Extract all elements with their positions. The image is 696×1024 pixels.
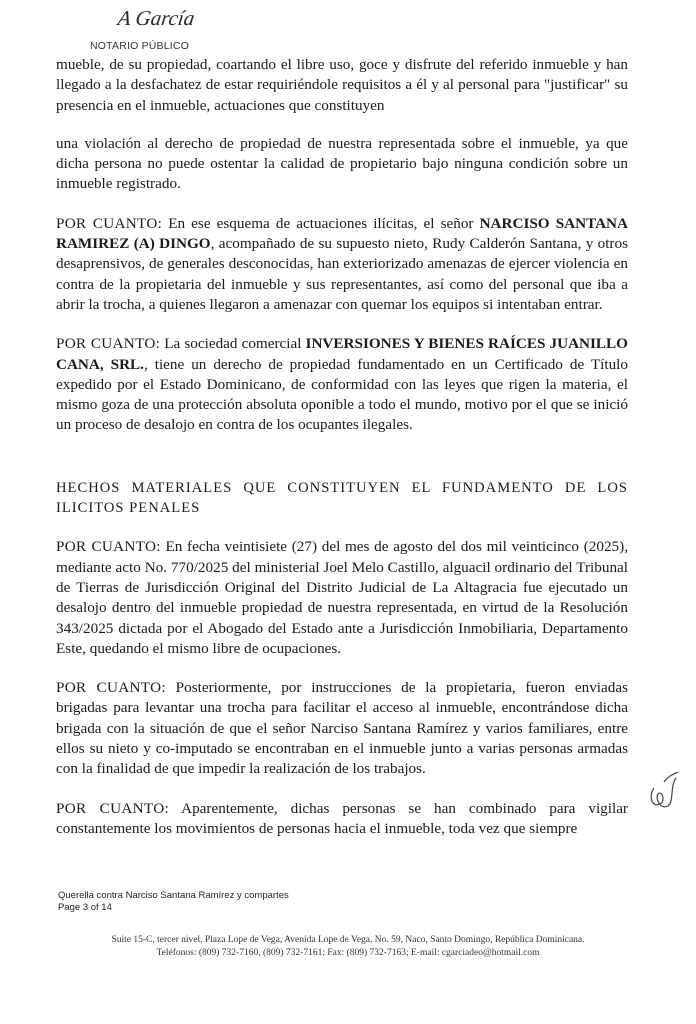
por-cuanto-label: POR CUANTO: [56,679,166,697]
case-title: Querella contra Narciso Santana Ramírez y compartes [58,890,289,901]
por-cuanto-label: POR CUANTO: [56,214,163,232]
paragraph-surveillance [56,799,628,840]
office-address: Suite 15-C, tercer nivel, Plaza Lope de Vega, Avenida Lope de Vega, No. 59, Naco, Santo Domingo, República Dominicana. [111,935,585,945]
footer-reference [58,890,289,914]
paragraph-ownership [56,334,628,435]
paragraph-text: Aparentemente, dichas personas se han combinado para vigilar constantemente los movimientos de personas hacia el inmueble, toda vez que siempre [56,799,628,837]
paragraph-eviction [56,537,628,659]
paragraph-text: , tiene un derecho de propiedad fundamentado en un Certificado de Título expedido por el Estado Dominicano, de conformidad con las leyes que rigen la materia, el mismo goza de una protección absoluta oponible a todo el mundo, motivo por el que se inició un proceso de desalojo en contra de los ocupantes ilegales. [56,355,628,434]
paragraph-violation: una violación al derecho de propiedad de nuestra representada sobre el inmueble, ya que dicha persona no puede ostentar la calidad de propietario bajo ninguna condición sobre un inmueble registrado. [56,134,628,193]
paragraph-text: , acompañado de su supuesto nieto, Rudy Calderón Santana, y otros desaprensivos, de generales desconocidas, han exteriorizado amenazas de ejercer violencia en contra de la propietaria del inmueble y sus representantes, así como del personal que iba a abrir la trocha, a quienes llegaron a amenazar con quemar los equipos si intentaban entrar. [56,235,628,313]
office-contacts: Teléfonos: (809) 732-7160, (809) 732-7161; Fax: (809) 732-7163; E-mail: cgarciadeo@hotmail.com [156,948,540,958]
margin-initials-signature [646,768,682,818]
paragraph-text: En ese esquema de actuaciones ilícitas, el señor [162,214,480,232]
paragraph-brigades [56,678,628,779]
paragraph-threats [56,214,628,315]
paragraph-continuation: mueble, de su propiedad, coartando el libre uso, goce y disfrute del referido inmueble y han llegado a la desfachatez de estar requiriéndole requisitos a él y al personal para "justificar" su presencia en el inmueble, actuaciones que constituyen [56,56,628,114]
footer-address-block [0,934,696,960]
document-body [56,55,628,858]
paragraph-text: La sociedad comercial [160,335,306,353]
paragraph-text: En fecha veintisiete (27) del mes de agosto del dos mil veinticinco (2025), mediante acto No. 770/2025 del ministerial Joel Melo Castillo, alguacil ordinario del Tribunal de Tierras de Jurisdicción Original del Distrito Judicial de La Altagracia fue ejecutado un desalojo dentro del inmueble propiedad de nuestra representada, en virtud de la Resolución 343/2025 dictada por el Abogado del Estado ante a Jurisdicción Inmobiliaria, Departamento Este, quedando el mismo libre de ocupaciones. [56,538,629,657]
notary-label: NOTARIO PÚBLICO [90,40,190,52]
company-name: INVERSIONES Y BIENES RAÍCES JUANILLO CANA, SRL. [56,335,628,373]
por-cuanto-label: POR CUANTO: [56,799,170,817]
page-number: Page 3 of 14 [58,902,112,913]
section-heading: HECHOS MATERIALES QUE CONSTITUYEN EL FUNDAMENTO DE LOS ILICITOS PENALES [56,479,628,517]
defendant-name: NARCISO SANTANA RAMIREZ (A) DINGO [56,214,628,253]
por-cuanto-label: POR CUANTO: [56,335,161,353]
header-signature: A García [116,6,197,30]
paragraph-text: Posteriormente, por instrucciones de la propietaria, fueron enviadas brigadas para levantar una trocha para facilitar el acceso al inmueble, encontrándose dicha brigada con la situación de que el señor Narciso Santana Ramírez y varios familiares, entre ellos su nieto y co-imputado se encontraban en el inmueble junto a varias personas armadas con la finalidad de que impedir la realización de los trabajos. [56,679,628,778]
por-cuanto-label: POR CUANTO: [56,538,161,556]
